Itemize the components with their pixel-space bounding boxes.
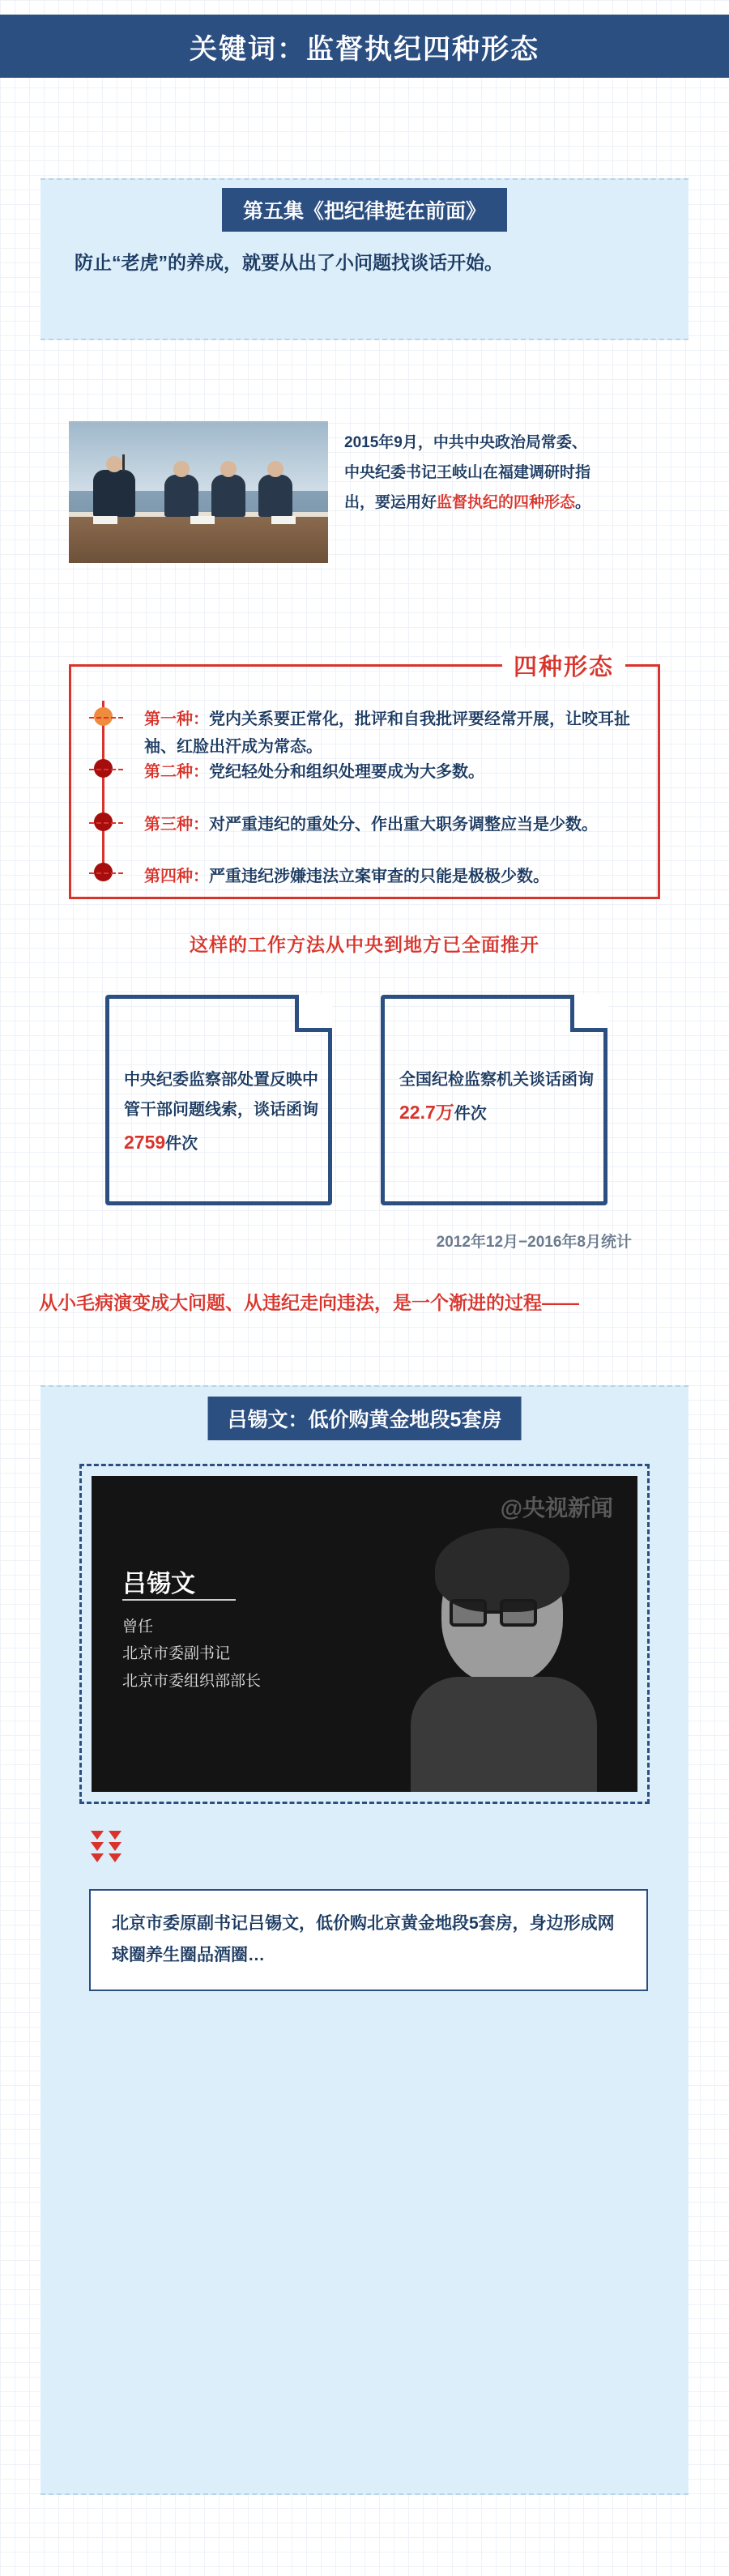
caption-highlight: 监督执纪的四种形态 (437, 494, 576, 512)
episode-text: 防止“老虎”的养成，就要从出了小问题找谈话开始。 (75, 252, 503, 273)
form-item-3 (144, 811, 630, 838)
case-portrait-illustration (403, 1525, 605, 1792)
role-2: 北京市委组织部部长 (122, 1672, 262, 1690)
glasses-icon (450, 1599, 487, 1627)
form-item-text: 党纪轻处分和组织处理要成为大多数。 (209, 763, 484, 781)
meeting-photo-block (69, 421, 668, 567)
portrait-body (411, 1677, 597, 1792)
form-item-label: 第四种： (144, 868, 209, 885)
spread-headline: 这样的工作方法从中央到地方已全面推开 (190, 934, 539, 955)
glasses-bridge (487, 1610, 500, 1614)
episode-badge: 第五集《把纪律挺在前面》 (222, 188, 507, 232)
case-badge-name: 吕锡文： (227, 1409, 309, 1431)
form-item-1 (144, 706, 630, 761)
photo-caption (344, 428, 668, 518)
page-title: 关键词：监督执纪四种形态 (190, 33, 539, 65)
caption-line-3-post: 。 (575, 494, 591, 512)
photo-person (93, 470, 135, 517)
timeline-axis (102, 701, 104, 871)
photo-paper (190, 516, 215, 524)
connector-dash (89, 822, 123, 824)
connector-dash (89, 769, 123, 770)
microphone-icon (122, 454, 125, 472)
connector-dash (89, 717, 123, 719)
photo-paper (271, 516, 296, 524)
four-forms-title: 四种形态 (502, 649, 625, 682)
glasses-icon (500, 1599, 537, 1627)
photo-paper (93, 516, 117, 524)
stat-number: 22.7万 (399, 1102, 454, 1123)
stat-period-note: 2012年12月−2016年8月统计 (436, 1234, 632, 1251)
page-fold-corner (295, 995, 332, 1032)
form-item-text: 严重违纪涉嫌违法立案审查的只能是极极少数。 (209, 868, 549, 885)
page-header (0, 15, 729, 78)
photo-person (258, 475, 292, 517)
episode-panel (40, 178, 688, 340)
stat-card-text (399, 1065, 597, 1130)
case-badge-rest: 低价购黄金地段5套房 (308, 1409, 502, 1431)
caption-line-1: 2015年9月，中共中央政治局常委、 (344, 434, 587, 451)
case-badge (208, 1397, 522, 1440)
meeting-photo (69, 421, 328, 563)
role-label: 曾任 (122, 1619, 154, 1636)
stat-pre: 全国纪检监察机关谈话函询 (399, 1071, 594, 1089)
photo-person (211, 475, 245, 517)
photo-person (164, 475, 198, 517)
stat-post: 件次 (165, 1135, 198, 1153)
stat-number: 2759 (124, 1132, 166, 1153)
connector-dash (89, 872, 123, 874)
watermark-text: @央视新闻 (500, 1495, 613, 1520)
stat-post: 件次 (454, 1105, 487, 1123)
case-panel (40, 1385, 688, 2495)
case-person-name: 吕锡文 (122, 1571, 195, 1597)
form-item-4 (144, 863, 630, 890)
stat-pre: 中央纪委监察部处置反映中管干部问题线索，谈话函询 (124, 1071, 318, 1119)
four-forms-section (69, 655, 660, 899)
caption-line-2: 中央纪委书记王岐山在福建调研时指 (344, 464, 591, 482)
form-item-text: 对严重违纪的重处分、作出重大职务调整应当是少数。 (209, 816, 598, 834)
case-person-roles (122, 1614, 261, 1695)
role-1: 北京市委副书记 (122, 1645, 231, 1663)
form-item-label: 第三种： (144, 816, 209, 834)
process-headline: 从小毛病演变成大问题、从违纪走向违法，是一个渐进的过程—— (39, 1292, 579, 1313)
case-summary-box: 北京市委原副书记吕锡文，低价购北京黄金地段5套房，身边形成网球圈养生圈品酒圈… (89, 1889, 648, 1991)
form-item-text: 党内关系要正常化，批评和自我批评要经常开展，让咬耳扯袖、红脸出汗成为常态。 (144, 710, 630, 756)
page-fold-corner (570, 995, 608, 1032)
stat-card-national (381, 995, 608, 1205)
down-arrows-icon (91, 1831, 123, 1865)
case-photo (92, 1476, 637, 1792)
stat-card-central (105, 995, 332, 1205)
form-item-label: 第二种： (144, 763, 209, 781)
caption-line-3-pre: 出，要运用好 (344, 494, 437, 512)
form-item-label: 第一种： (144, 710, 209, 728)
stat-card-text (124, 1065, 322, 1160)
name-underline (122, 1599, 236, 1601)
case-photo-frame (79, 1464, 650, 1804)
form-item-2 (144, 758, 630, 786)
